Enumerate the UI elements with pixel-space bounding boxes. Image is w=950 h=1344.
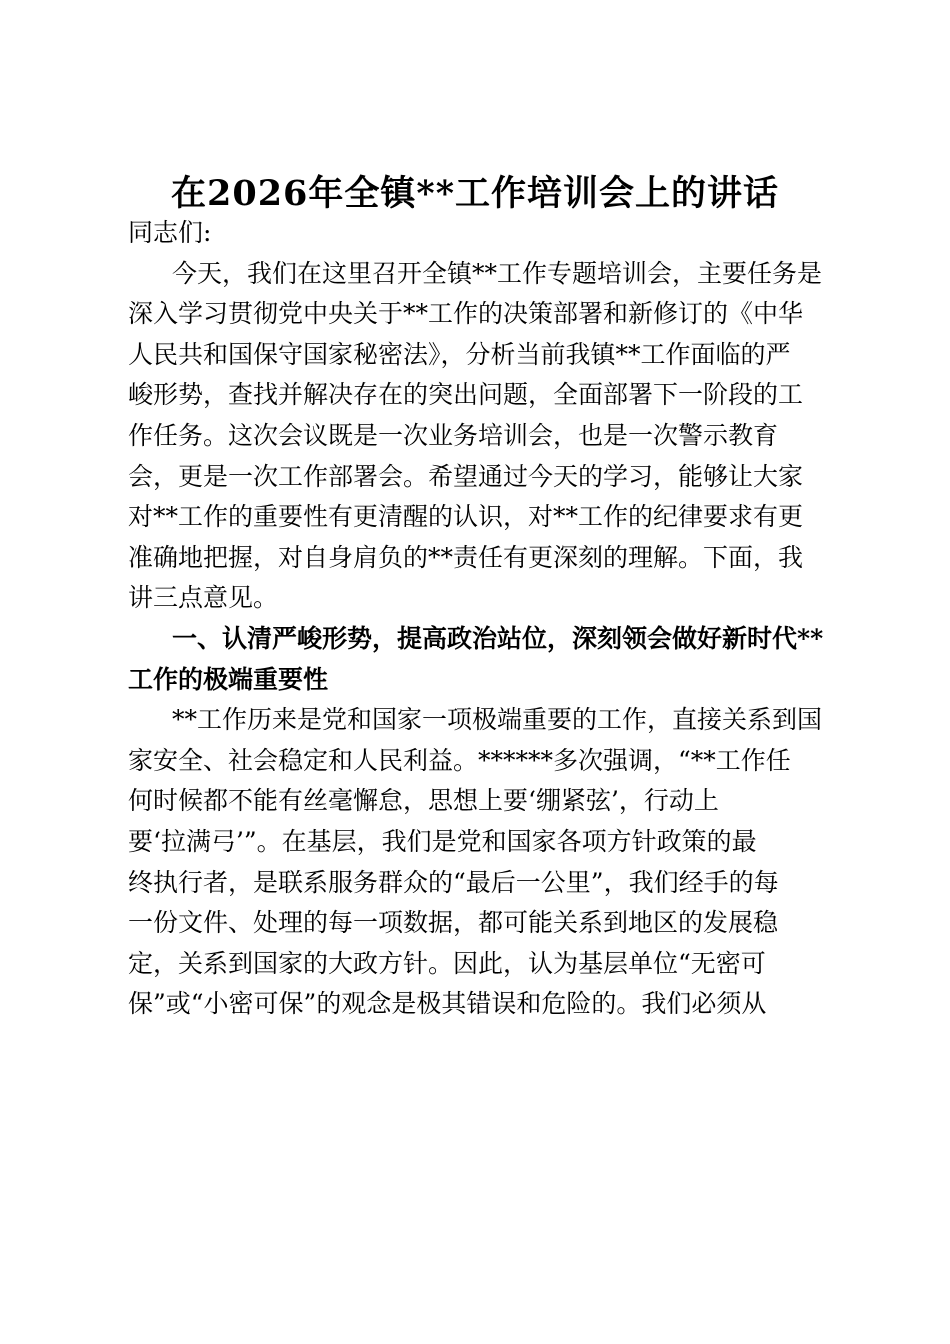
salutation: 同志们: <box>128 218 212 247</box>
paragraph-line: 保”或“小密可保”的观念是极其错误和危险的。我们必须从 <box>128 989 767 1019</box>
paragraph-line: 深入学习贯彻党中央关于**工作的决策部署和新修订的《中华 <box>128 299 804 329</box>
paragraph-line: 准确地把握，对自身肩负的**责任有更深刻的理解。下面，我 <box>128 542 804 572</box>
paragraph-line: 终执行者，是联系服务群众的“最后一公里”，我们经手的每 <box>128 867 779 897</box>
paragraph-section-1 <box>128 700 833 1025</box>
paragraph-line: 对**工作的重要性有更清醒的认识，对**工作的纪律要求有更 <box>128 502 804 532</box>
paragraph-line: 作任务。这次会议既是一次业务培训会，也是一次警示教育 <box>128 420 779 450</box>
paragraph-line: 讲三点意见。 <box>128 583 279 613</box>
paragraph-line: 今天，我们在这里召开全镇**工作专题培训会，主要任务是 <box>172 258 823 288</box>
paragraph-line: 峻形势，查找并解决存在的突出问题，全面部署下一阶段的工 <box>128 380 804 410</box>
paragraph-line: 要‘拉满弓’”。在基层，我们是党和国家各项方针政策的最 <box>128 826 757 856</box>
heading-line: 工作的极端重要性 <box>128 664 329 694</box>
section-heading-1 <box>128 619 833 700</box>
heading-line: 一、认清严峻形势，提高政治站位，深刻领会做好新时代** <box>172 623 824 653</box>
document-title: 在2026年全镇**工作培训会上的讲话 <box>170 173 780 214</box>
document-body <box>128 213 833 1025</box>
paragraph-line: 定，关系到国家的大政方针。因此，认为基层单位“无密可 <box>128 948 766 978</box>
paragraph-intro <box>128 254 833 619</box>
paragraph-line: 家安全、社会稳定和人民利益。******多次强调，“**工作任 <box>128 745 791 775</box>
paragraph-line: 人民共和国保守国家秘密法》，分析当前我镇**工作面临的严 <box>128 339 791 369</box>
paragraph-line: 会，更是一次工作部署会。希望通过今天的学习，能够让大家 <box>128 461 804 491</box>
paragraph-line: 何时候都不能有丝毫懈怠，思想上要‘绷紧弦’，行动上 <box>128 786 719 816</box>
paragraph-line: 一份文件、处理的每一项数据，都可能关系到地区的发展稳 <box>128 908 779 938</box>
paragraph-line: **工作历来是党和国家一项极端重要的工作，直接关系到国 <box>172 705 823 735</box>
